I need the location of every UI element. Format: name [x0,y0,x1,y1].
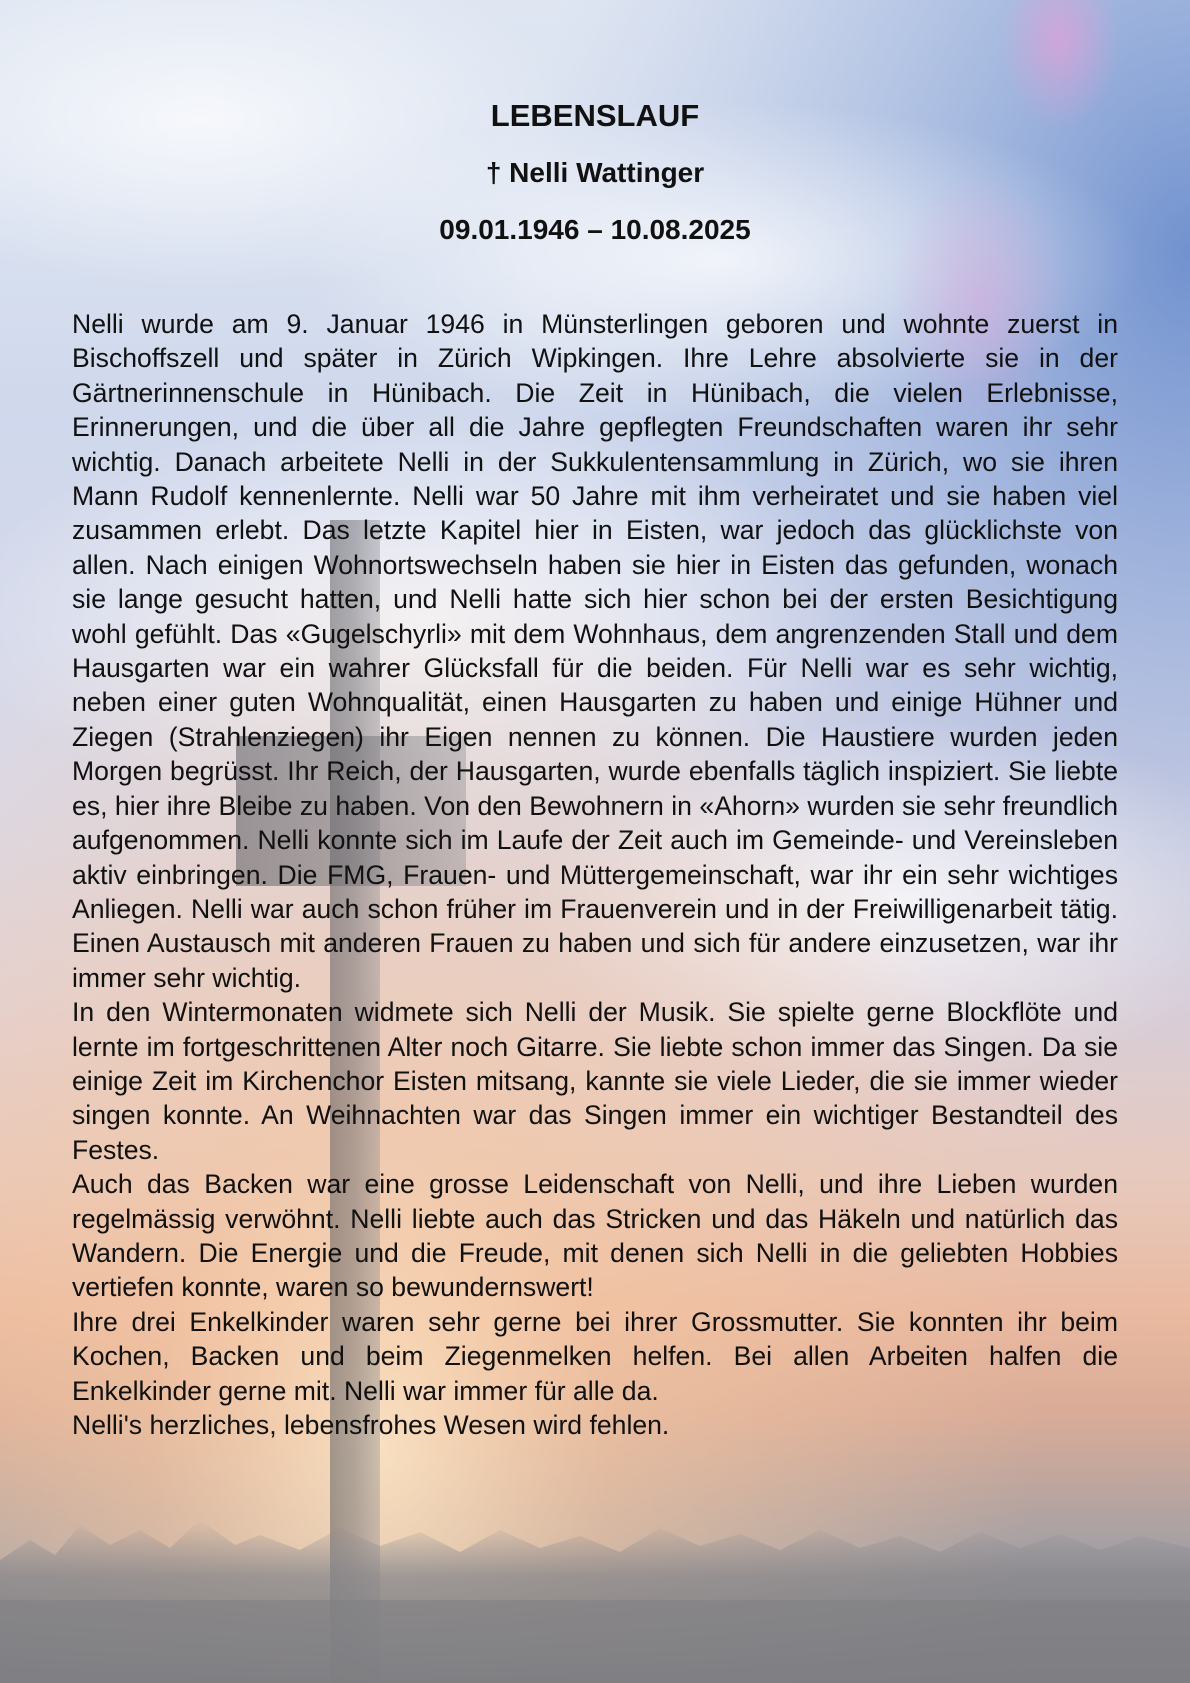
biography-text [72,307,1118,1442]
life-dates: 09.01.1946 – 10.08.2025 [439,214,751,245]
biography-paragraph: Ihre drei Enkelkinder waren sehr gerne bei ihrer Grossmutter. Sie konnten ihr beim Kochen, Backen und beim Ziegenmelken helfen. Bei allen Arbeiten halfen die Enkelkinder gerne mit. Nelli war immer für alle da. [72,1306,1118,1406]
biography-paragraph: In den Wintermonaten widmete sich Nelli der Musik. Sie spielte gerne Blockflöte und lernte im fortgeschrittenen Alter noch Gitarre. Sie liebte schon immer das Singen. Da sie einige Zeit im Kirchenchor Eisten mitsang, kannte sie viele Lieder, die sie immer wieder singen konnte. An Weihnachten war das Singen immer ein wichtiger Bestandteil des Festes. [72,997,1118,1165]
document-title: LEBENSLAUF [490,98,700,133]
biography-paragraph: Nelli's herzliches, lebensfrohes Wesen wird fehlen. [72,1410,670,1440]
biography-paragraph: Nelli wurde am 9. Januar 1946 in Münsterlingen geboren und wohnte zuerst in Bischoffszell und später in Zürich Wipkingen. Ihre Lehre absolvierte sie in der Gärtnerinnenschule in Hünibach. Die Zeit in Hünibach, die vielen Erlebnisse, Erinnerungen, und die über all die Jahre gepflegten Freundschaften waren ihr sehr wichtig. Danach arbeitete Nelli in der Sukkulentensammlung in Zürich, wo sie ihren Mann Rudolf kennenlernte. Nelli war 50 Jahre mit ihm verheiratet und sie haben viel zusammen erlebt. Das letzte Kapitel hier in Eisten, war jedoch das glücklichste von allen. Nach einigen Wohnortswechseln haben sie hier in Eisten das gefunden, wonach sie lange gesucht hatten, und Nelli hatte sich hier schon bei der ersten Besichtigung wohl gefühlt. Das «Gugelschyrli» mit dem Wohnhaus, dem angrenzenden Stall und dem Hausgarten war ein wahrer Glücksfall für die beiden. Für Nelli war es sehr wichtig, neben einer guten Wohnqualität, einen Hausgarten zu haben und einige Hühner und Ziegen (Strahlenziegen) ihr Eigen nennen zu können. Die Haustiere wurden jeden Morgen begrüsst. Ihr Reich, der Hausgarten, wurde ebenfalls täglich inspiziert. Sie liebte es, hier ihre Bleibe zu haben. Von den Bewohnern in «Ahorn» wurden sie sehr freundlich aufgenommen. Nelli konnte sich im Laufe der Zeit auch im Gemeinde- und Vereinsleben aktiv einbringen. Die FMG, Frauen- und Müttergemeinschaft, war ihr ein sehr wichtiges Anliegen. Nelli war auch schon früher im Frauenverein und in der Freiwilligenarbeit tätig. Einen Austausch mit anderen Frauen zu haben und sich für andere einzusetzen, war ihr immer sehr wichtig. [72,309,1118,993]
biography-paragraph: Auch das Backen war eine grosse Leidenschaft von Nelli, und ihre Lieben wurden regelmässig verwöhnt. Nelli liebte auch das Stricken und das Häkeln und natürlich das Wandern. Die Energie und die Freude, mit denen sich Nelli in die geliebten Hobbies vertiefen konnte, waren so bewundernswert! [72,1169,1118,1303]
deceased-name: † Nelli Wattinger [485,157,705,188]
